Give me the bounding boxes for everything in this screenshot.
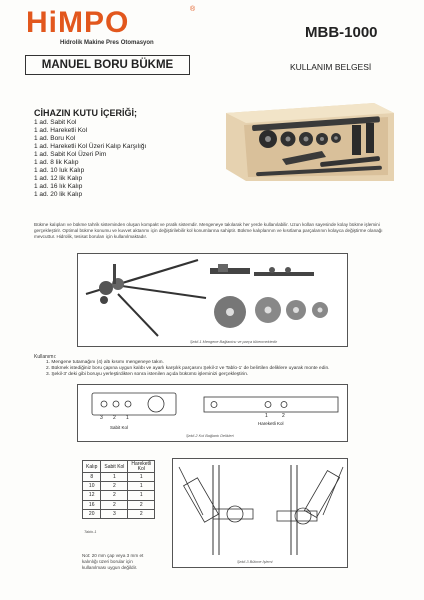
sabit-hole-3: 3 xyxy=(100,415,103,421)
list-item: 1 ad. Hareketli Kol xyxy=(34,127,88,134)
table-cell: 1 xyxy=(128,491,155,500)
sabit-hole-2: 2 xyxy=(113,415,116,421)
list-item: 1 ad. Sabit Kol xyxy=(34,119,77,126)
hareketli-hole-2: 2 xyxy=(282,413,285,419)
list-item: 3. Şekil-3' deki gibi boruyu yerleştirdikten sonra istenilen açıda bükümü işleminizi gerçekleştirin. xyxy=(46,372,249,377)
sabit-kol-label: Sabit Kol xyxy=(110,425,129,430)
contents-title: CİHAZIN KUTU İÇERİĞİ; xyxy=(34,108,137,118)
list-item: 1 ad. Hareketli Kol Üzeri Kalıp Karşılığı xyxy=(34,143,147,150)
table-header: Sabit Kol xyxy=(101,461,128,473)
table-cell: 2 xyxy=(101,482,128,491)
brand-subtitle: Hidrolik Makine Pres Otomasyon xyxy=(60,40,154,46)
figure-3-caption: Şekil-3 Bükme İşlemi xyxy=(237,560,273,564)
list-item: 1 ad. 16 lık Kalıp xyxy=(34,183,83,190)
table-header: Hareketli Kol xyxy=(128,461,155,473)
table-cell: 3 xyxy=(101,509,128,518)
table-cell: 20 xyxy=(83,509,101,518)
figure-2 xyxy=(77,384,348,442)
figure-3 xyxy=(172,458,348,568)
figure-3-drawing xyxy=(173,459,349,569)
figure-1-caption: Şekil-1 Mengene Bağlantısı ve parça tükenmektedir xyxy=(190,340,277,344)
table-cell: 1 xyxy=(101,473,128,482)
table-caption: Tablo-1 xyxy=(84,530,97,534)
hareketli-hole-1: 1 xyxy=(265,413,268,419)
usage-steps xyxy=(46,360,329,378)
sabit-hole-1: 1 xyxy=(126,415,129,421)
list-item: 1 ad. Boru Kol xyxy=(34,135,76,142)
registered-mark: ® xyxy=(190,6,196,13)
figure-1 xyxy=(77,253,348,347)
table-cell: 1 xyxy=(128,473,155,482)
figure-1-drawing xyxy=(78,254,349,348)
table-cell: 8 xyxy=(83,473,101,482)
list-item: 1. Mengene tutamağını (4) altı kısımı mengeneye takın. xyxy=(46,360,164,365)
document-title: MANUEL BORU BÜKME xyxy=(25,55,190,75)
table-header: Kalıp xyxy=(83,461,101,473)
usage-title: Kullanımı: xyxy=(34,354,57,360)
table-cell: 2 xyxy=(128,509,155,518)
list-item: 1 ad. 20 lik Kalıp xyxy=(34,191,83,198)
table-note: Not: 20 mm çap veya 3 mm et kalınlığı üzeri borular için kullanılması uygun değildir. xyxy=(82,553,144,570)
table-row xyxy=(83,500,155,509)
list-item: 1 ad. 8 lik Kalıp xyxy=(34,159,79,166)
table-row xyxy=(83,509,155,518)
contents-list xyxy=(34,119,146,199)
table-cell: 16 xyxy=(83,500,101,509)
table-row xyxy=(83,491,155,500)
hareketli-kol-label: Hareketli Kol xyxy=(258,421,284,426)
product-description: Bükme kalıpları ve bükme tahrik sisteminden oluşan kompakt ve pratik sistemdir. Mengeneye takılarak her yerde kullanılabilir. Uzun kollan sayesinde kolay bükme işlemini gerçekleştirir. Optimal bükme konumu ve kuvvet aktarımı için değiştirilebilir kol konumlarına sahiptir. Bükme kalıplarının ve kısıtlama parçalarının kolayca değiştirme olanağı mevcuttur. Hidrolik, tesisat boruları için kullanılmaktadır. xyxy=(34,222,383,240)
table-cell: 2 xyxy=(101,500,128,509)
table-row xyxy=(83,482,155,491)
figure-2-caption: Şekil-2 Kol Bağlantı Delikleri xyxy=(186,434,234,438)
table-cell: 2 xyxy=(128,500,155,509)
list-item: 1 ad. 12 lik Kalıp xyxy=(34,175,83,182)
die-table xyxy=(82,460,155,519)
list-item: 2. Bükmek istediğiniz boru çapına uygun kalıbı ve ayarlı karşılık parçasını Şekil-2 ve Tablo-1' de belirtilen deliklere uyarak monte edin. xyxy=(46,366,330,371)
table-cell: 2 xyxy=(101,491,128,500)
product-box-photo xyxy=(222,99,398,185)
table-cell: 10 xyxy=(83,482,101,491)
model-number: MBB-1000 xyxy=(305,24,378,41)
document-subtitle: KULLANIM BELGESİ xyxy=(290,62,372,72)
brand-logo: HiMPO xyxy=(26,6,130,39)
table-cell: 1 xyxy=(128,482,155,491)
table-cell: 12 xyxy=(83,491,101,500)
list-item: 1 ad. Sabit Kol Üzeri Pim xyxy=(34,151,107,158)
list-item: 1 ad. 10 luk Kalıp xyxy=(34,167,85,174)
table-row xyxy=(83,473,155,482)
